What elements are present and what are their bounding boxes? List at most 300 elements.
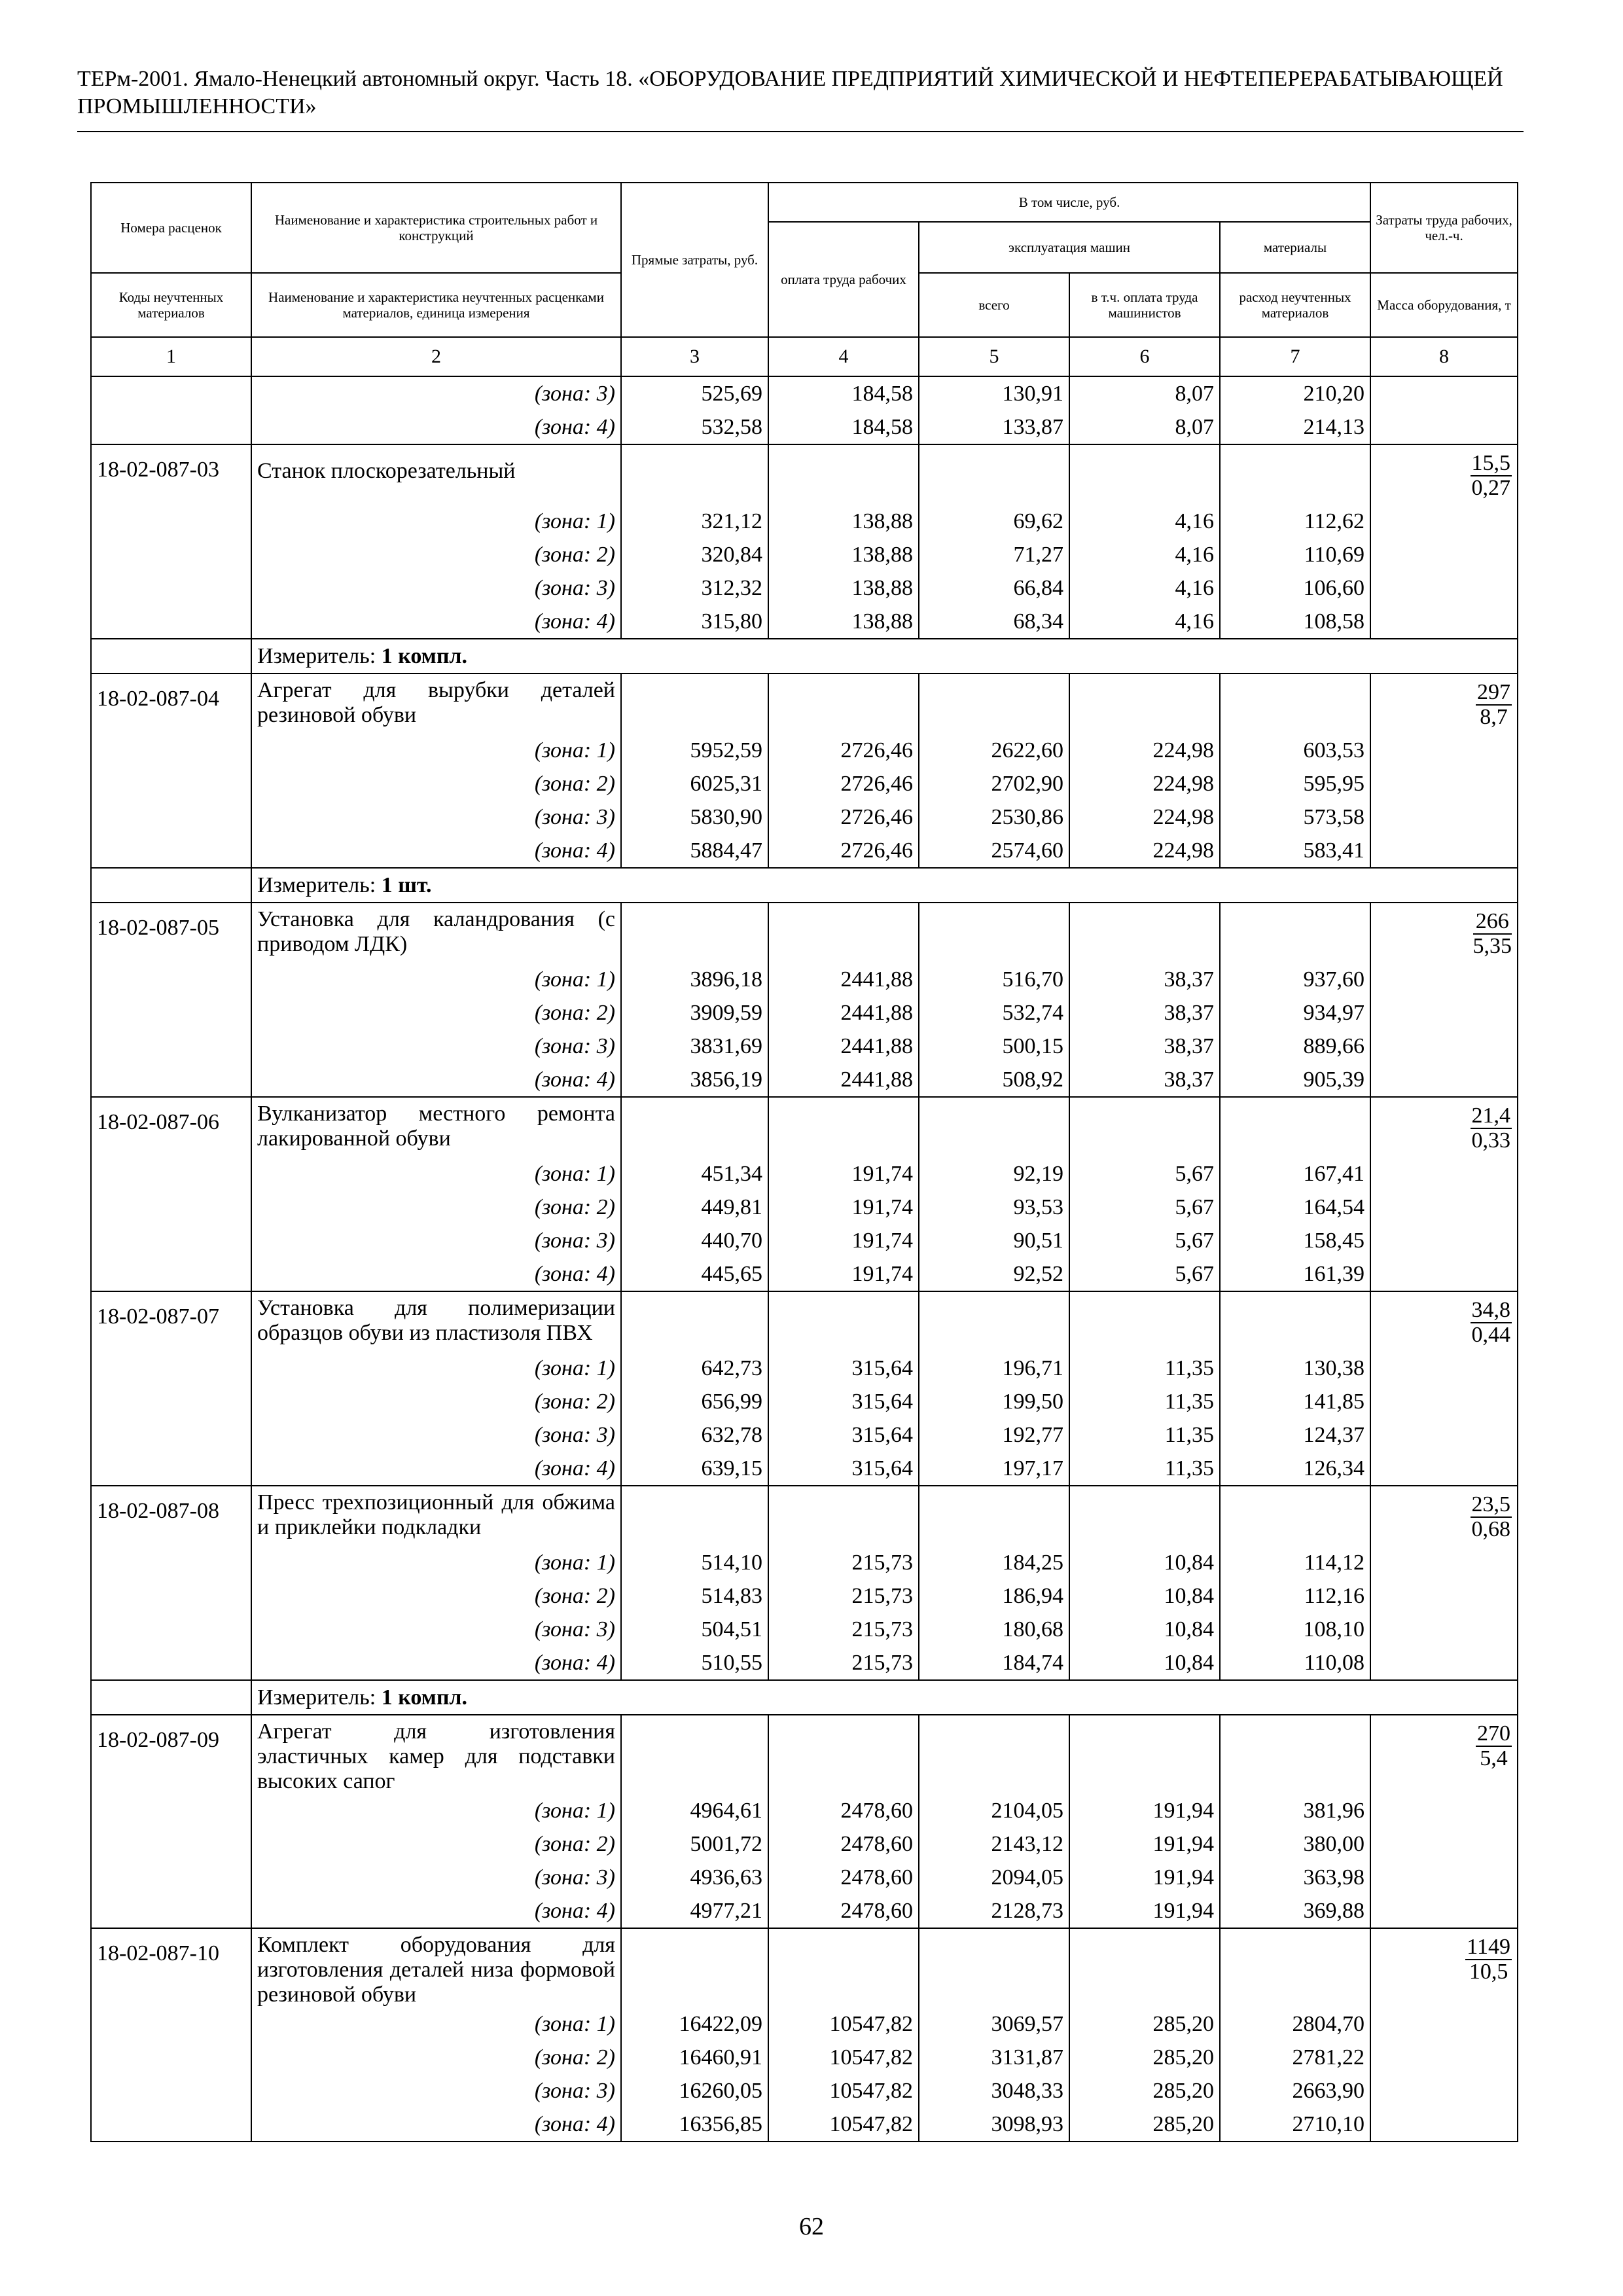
labor-cell-empty: [1370, 2007, 1518, 2041]
zone-row: [91, 2108, 1518, 2142]
zone-label: (зона: 4): [251, 410, 621, 444]
value-cell-empty: [768, 1291, 919, 1352]
labor-mass-fraction: [1370, 1486, 1518, 1546]
labor-hours-value: 15,5: [1471, 451, 1511, 475]
code-cell-empty: [91, 1680, 251, 1715]
machines-total-value: 508,92: [919, 1063, 1069, 1097]
machines-total-value: 2530,86: [919, 800, 1069, 834]
materials-value: 110,69: [1220, 538, 1370, 571]
machines-total-value: 196,71: [919, 1352, 1069, 1385]
rates-table: [90, 182, 1518, 2142]
value-cell-empty: [621, 1291, 768, 1352]
direct-costs-value: 525,69: [621, 376, 768, 410]
value-cell-empty: [1069, 903, 1220, 963]
equipment-mass-value: 5,4: [1480, 1746, 1508, 1770]
worker-pay-value: 2478,60: [768, 1861, 919, 1894]
worker-pay-value: 138,88: [768, 605, 919, 639]
operator-pay-value: 191,94: [1069, 1894, 1220, 1928]
value-cell-empty: [1220, 1928, 1370, 2007]
meter-label: Измеритель:: [257, 873, 376, 897]
zone-row: [91, 1224, 1518, 1257]
zone-label: (зона: 3): [251, 1418, 621, 1452]
labor-cell-empty: [1370, 996, 1518, 1030]
worker-pay-value: 191,74: [768, 1157, 919, 1191]
zone-row: [91, 505, 1518, 538]
zone-row: [91, 1613, 1518, 1646]
machines-total-value: 2128,73: [919, 1894, 1069, 1928]
header-machine-operation: эксплуатация машин: [919, 222, 1220, 273]
value-cell-empty: [768, 1486, 919, 1546]
rate-item-row: [91, 1928, 1518, 2007]
value-cell-empty: [919, 1097, 1069, 1157]
labor-mass-fraction: [1370, 1291, 1518, 1352]
labor-mass-fraction: [1370, 673, 1518, 734]
column-number: 2: [251, 337, 621, 376]
materials-value: 583,41: [1220, 834, 1370, 868]
operator-pay-value: 8,07: [1069, 410, 1220, 444]
direct-costs-value: 16460,91: [621, 2041, 768, 2074]
machines-total-value: 3069,57: [919, 2007, 1069, 2041]
code-cell-empty: [91, 996, 251, 1030]
worker-pay-value: 2726,46: [768, 800, 919, 834]
code-cell-empty: [91, 1157, 251, 1191]
code-cell-empty: [91, 868, 251, 903]
zone-label: (зона: 3): [251, 376, 621, 410]
zone-row: [91, 834, 1518, 868]
rate-name: Агрегат для изготовления эластичных камер для подставки высоких сапог: [251, 1715, 621, 1794]
labor-cell-empty: [1370, 605, 1518, 639]
machines-total-value: 197,17: [919, 1452, 1069, 1486]
value-cell-empty: [768, 1715, 919, 1794]
machines-total-value: 180,68: [919, 1613, 1069, 1646]
labor-cell-empty: [1370, 2108, 1518, 2142]
value-cell-empty: [919, 1715, 1069, 1794]
column-number: 4: [768, 337, 919, 376]
direct-costs-value: 5001,72: [621, 1827, 768, 1861]
machines-total-value: 68,34: [919, 605, 1069, 639]
zone-label: (зона: 4): [251, 1063, 621, 1097]
header-material-names: Наименование и характеристика неучтенных расценками материалов, единица измерения: [251, 273, 621, 337]
operator-pay-value: 285,20: [1069, 2108, 1220, 2142]
labor-hours-value: 23,5: [1471, 1492, 1511, 1516]
materials-value: 889,66: [1220, 1030, 1370, 1063]
page-number: 62: [799, 2213, 824, 2240]
header-material-usage: расход неучтенных материалов: [1220, 273, 1370, 337]
zone-label: (зона: 1): [251, 1794, 621, 1827]
code-cell-empty: [91, 1063, 251, 1097]
code-cell-empty: [91, 1861, 251, 1894]
meter-cell: [251, 639, 1518, 673]
equipment-mass-value: 0,44: [1471, 1323, 1511, 1347]
machines-total-value: 90,51: [919, 1224, 1069, 1257]
materials-value: 2804,70: [1220, 2007, 1370, 2041]
labor-cell-empty: [1370, 1352, 1518, 1385]
labor-cell-empty: [1370, 1257, 1518, 1291]
worker-pay-value: 184,58: [768, 410, 919, 444]
materials-value: 112,62: [1220, 505, 1370, 538]
equipment-mass-value: 0,68: [1471, 1517, 1511, 1541]
meter-label: Измеритель:: [257, 1685, 376, 1710]
worker-pay-value: 215,73: [768, 1646, 919, 1680]
labor-hours-value: 21,4: [1471, 1103, 1511, 1128]
operator-pay-value: 285,20: [1069, 2074, 1220, 2108]
direct-costs-value: 445,65: [621, 1257, 768, 1291]
zone-label: (зона: 2): [251, 1191, 621, 1224]
value-cell-empty: [768, 903, 919, 963]
machines-total-value: 500,15: [919, 1030, 1069, 1063]
labor-cell-empty: [1370, 1385, 1518, 1418]
materials-value: 905,39: [1220, 1063, 1370, 1097]
worker-pay-value: 10547,82: [768, 2007, 919, 2041]
zone-label: (зона: 2): [251, 996, 621, 1030]
code-cell-empty: [91, 734, 251, 767]
operator-pay-value: 11,35: [1069, 1452, 1220, 1486]
operator-pay-value: 11,35: [1069, 1418, 1220, 1452]
column-number: 5: [919, 337, 1069, 376]
zone-label: (зона: 2): [251, 1579, 621, 1613]
materials-value: 210,20: [1220, 376, 1370, 410]
zone-row: [91, 800, 1518, 834]
rate-code: 18-02-087-08: [91, 1486, 251, 1546]
worker-pay-value: 215,73: [768, 1613, 919, 1646]
rate-item-row: [91, 1291, 1518, 1352]
machines-total-value: 2094,05: [919, 1861, 1069, 1894]
zone-label: (зона: 4): [251, 1452, 621, 1486]
rate-name: Агрегат для вырубки деталей резиновой обуви: [251, 673, 621, 734]
equipment-mass-value: 10,5: [1469, 1960, 1508, 1984]
materials-value: 2781,22: [1220, 2041, 1370, 2074]
meter-label: Измеритель:: [257, 644, 376, 668]
value-cell-empty: [1069, 1486, 1220, 1546]
zone-label: (зона: 1): [251, 963, 621, 996]
worker-pay-value: 191,74: [768, 1257, 919, 1291]
labor-cell-empty: [1370, 1794, 1518, 1827]
materials-value: 126,34: [1220, 1452, 1370, 1486]
equipment-mass-value: 0,33: [1471, 1128, 1511, 1153]
page-header: ТЕРм-2001. Ямало-Ненецкий автономный округ. Часть 18. «ОБОРУДОВАНИЕ ПРЕДПРИЯТИЙ ХИМИЧЕСКОЙ И НЕФТЕПЕРЕРАБАТЫВАЮЩЕЙ ПРОМЫШЛЕННОСТИ»: [77, 67, 1503, 118]
operator-pay-value: 5,67: [1069, 1224, 1220, 1257]
labor-cell-empty: [1370, 1030, 1518, 1063]
operator-pay-value: 285,20: [1069, 2007, 1220, 2041]
rate-item-row: [91, 1715, 1518, 1794]
meter-row: [91, 868, 1518, 903]
labor-hours-value: 266: [1473, 910, 1512, 935]
code-cell-empty: [91, 1418, 251, 1452]
code-cell-empty: [91, 1579, 251, 1613]
rate-item-row: [91, 673, 1518, 734]
code-cell-empty: [91, 1794, 251, 1827]
value-cell-empty: [1220, 1097, 1370, 1157]
materials-value: 369,88: [1220, 1894, 1370, 1928]
code-cell-empty: [91, 639, 251, 673]
value-cell-empty: [1220, 903, 1370, 963]
labor-cell-empty: [1370, 1646, 1518, 1680]
rate-item-row: [91, 1097, 1518, 1157]
labor-mass-fraction: [1370, 903, 1518, 963]
rate-code: 18-02-087-03: [91, 444, 251, 505]
zone-label: (зона: 3): [251, 1861, 621, 1894]
zone-label: (зона: 3): [251, 571, 621, 605]
value-cell-empty: [621, 1486, 768, 1546]
labor-cell-empty: [1370, 1418, 1518, 1452]
code-cell-empty: [91, 538, 251, 571]
machines-total-value: 3131,87: [919, 2041, 1069, 2074]
code-cell-empty: [91, 410, 251, 444]
worker-pay-value: 184,58: [768, 376, 919, 410]
materials-value: 114,12: [1220, 1546, 1370, 1579]
zone-row: [91, 1063, 1518, 1097]
value-cell-empty: [1220, 444, 1370, 505]
worker-pay-value: 138,88: [768, 571, 919, 605]
table-body: [91, 376, 1518, 2142]
materials-value: 130,38: [1220, 1352, 1370, 1385]
header-materials: материалы: [1220, 222, 1370, 273]
value-cell-empty: [1069, 1291, 1220, 1352]
materials-value: 112,16: [1220, 1579, 1370, 1613]
worker-pay-value: 2441,88: [768, 1030, 919, 1063]
operator-pay-value: 38,37: [1069, 996, 1220, 1030]
value-cell-empty: [621, 444, 768, 505]
operator-pay-value: 4,16: [1069, 605, 1220, 639]
code-cell-empty: [91, 605, 251, 639]
labor-cell-empty: [1370, 2041, 1518, 2074]
materials-value: 141,85: [1220, 1385, 1370, 1418]
labor-cell-empty: [1370, 963, 1518, 996]
direct-costs-value: 639,15: [621, 1452, 768, 1486]
zone-label: (зона: 3): [251, 1613, 621, 1646]
zone-row: [91, 767, 1518, 800]
zone-row: [91, 734, 1518, 767]
value-cell-empty: [1069, 673, 1220, 734]
materials-value: 124,37: [1220, 1418, 1370, 1452]
labor-cell-empty: [1370, 571, 1518, 605]
labor-cell-empty: [1370, 734, 1518, 767]
machines-total-value: 92,52: [919, 1257, 1069, 1291]
value-cell-empty: [1220, 1486, 1370, 1546]
zone-label: (зона: 3): [251, 1030, 621, 1063]
zone-row: [91, 1546, 1518, 1579]
value-cell-empty: [768, 1928, 919, 2007]
zone-row: [91, 538, 1518, 571]
header-worker-pay: оплата труда рабочих: [768, 222, 919, 337]
code-cell-empty: [91, 1224, 251, 1257]
value-cell-empty: [1220, 1291, 1370, 1352]
meter-unit: 1 шт.: [381, 873, 432, 897]
direct-costs-value: 320,84: [621, 538, 768, 571]
direct-costs-value: 510,55: [621, 1646, 768, 1680]
value-cell-empty: [919, 1928, 1069, 2007]
labor-cell-empty: [1370, 1063, 1518, 1097]
value-cell-empty: [919, 1291, 1069, 1352]
header-rule: [77, 131, 1524, 132]
column-number: 3: [621, 337, 768, 376]
direct-costs-value: 514,10: [621, 1546, 768, 1579]
direct-costs-value: 16260,05: [621, 2074, 768, 2108]
machines-total-value: 186,94: [919, 1579, 1069, 1613]
value-cell-empty: [1069, 444, 1220, 505]
zone-row: [91, 2007, 1518, 2041]
labor-hours-value: 1149: [1467, 1935, 1511, 1959]
zone-row: [91, 605, 1518, 639]
worker-pay-value: 138,88: [768, 505, 919, 538]
zone-label: (зона: 1): [251, 1157, 621, 1191]
materials-value: 934,97: [1220, 996, 1370, 1030]
direct-costs-value: 3831,69: [621, 1030, 768, 1063]
zone-row: [91, 1418, 1518, 1452]
code-cell-empty: [91, 1257, 251, 1291]
labor-cell-empty: [1370, 1546, 1518, 1579]
machines-total-value: 199,50: [919, 1385, 1069, 1418]
code-cell-empty: [91, 2041, 251, 2074]
column-number: 7: [1220, 337, 1370, 376]
machines-total-value: 184,74: [919, 1646, 1069, 1680]
labor-cell-empty: [1370, 1894, 1518, 1928]
code-cell-empty: [91, 800, 251, 834]
operator-pay-value: 5,67: [1069, 1157, 1220, 1191]
machines-total-value: 2702,90: [919, 767, 1069, 800]
worker-pay-value: 315,64: [768, 1418, 919, 1452]
code-cell-empty: [91, 505, 251, 538]
equipment-mass-value: 5,35: [1472, 934, 1512, 958]
zone-label: (зона: 4): [251, 1894, 621, 1928]
zone-label: (зона: 2): [251, 767, 621, 800]
header-material-codes: Коды неучтенных материалов: [91, 273, 251, 337]
column-number: 1: [91, 337, 251, 376]
materials-value: 603,53: [1220, 734, 1370, 767]
zone-row: [91, 1030, 1518, 1063]
zone-row: [91, 1352, 1518, 1385]
zone-row: [91, 376, 1518, 410]
direct-costs-value: 532,58: [621, 410, 768, 444]
rate-code: 18-02-087-07: [91, 1291, 251, 1352]
worker-pay-value: 10547,82: [768, 2041, 919, 2074]
machines-total-value: 92,19: [919, 1157, 1069, 1191]
machines-total-value: 532,74: [919, 996, 1069, 1030]
code-cell-empty: [91, 1452, 251, 1486]
column-number: 8: [1370, 337, 1518, 376]
worker-pay-value: 191,74: [768, 1224, 919, 1257]
worker-pay-value: 315,64: [768, 1385, 919, 1418]
direct-costs-value: 4977,21: [621, 1894, 768, 1928]
rate-item-row: [91, 903, 1518, 963]
worker-pay-value: 2478,60: [768, 1827, 919, 1861]
zone-label: (зона: 2): [251, 538, 621, 571]
operator-pay-value: 11,35: [1069, 1352, 1220, 1385]
zone-label: (зона: 1): [251, 734, 621, 767]
code-cell-empty: [91, 1546, 251, 1579]
operator-pay-value: 10,84: [1069, 1546, 1220, 1579]
labor-cell-empty: [1370, 1827, 1518, 1861]
zone-row: [91, 1894, 1518, 1928]
value-cell-empty: [1069, 1715, 1220, 1794]
code-cell-empty: [91, 1613, 251, 1646]
machines-total-value: 516,70: [919, 963, 1069, 996]
direct-costs-value: 4936,63: [621, 1861, 768, 1894]
value-cell-empty: [621, 1928, 768, 2007]
labor-cell-empty: [1370, 505, 1518, 538]
machines-total-value: 2574,60: [919, 834, 1069, 868]
labor-mass-fraction: [1370, 1928, 1518, 2007]
direct-costs-value: 6025,31: [621, 767, 768, 800]
code-cell-empty: [91, 767, 251, 800]
materials-value: 106,60: [1220, 571, 1370, 605]
rate-name: Станок плоскорезательный: [251, 444, 621, 505]
equipment-mass-value: 0,27: [1471, 476, 1511, 500]
zone-row: [91, 2041, 1518, 2074]
value-cell-empty: [621, 673, 768, 734]
labor-cell-empty: [1370, 1224, 1518, 1257]
operator-pay-value: 5,67: [1069, 1257, 1220, 1291]
labor-cell-empty: [1370, 767, 1518, 800]
machines-total-value: 71,27: [919, 538, 1069, 571]
machines-total-value: 3098,93: [919, 2108, 1069, 2142]
code-cell-empty: [91, 1030, 251, 1063]
worker-pay-value: 2726,46: [768, 834, 919, 868]
zone-label: (зона: 3): [251, 2074, 621, 2108]
labor-cell-empty: [1370, 1613, 1518, 1646]
zone-row: [91, 1646, 1518, 1680]
worker-pay-value: 2441,88: [768, 963, 919, 996]
zone-label: (зона: 1): [251, 2007, 621, 2041]
labor-mass-fraction: [1370, 1715, 1518, 1794]
code-cell-empty: [91, 1827, 251, 1861]
operator-pay-value: 191,94: [1069, 1794, 1220, 1827]
labor-cell-empty: [1370, 2074, 1518, 2108]
operator-pay-value: 4,16: [1069, 571, 1220, 605]
materials-value: 2710,10: [1220, 2108, 1370, 2142]
worker-pay-value: 315,64: [768, 1352, 919, 1385]
direct-costs-value: 514,83: [621, 1579, 768, 1613]
operator-pay-value: 191,94: [1069, 1827, 1220, 1861]
labor-cell-empty: [1370, 410, 1518, 444]
labor-cell-empty: [1370, 1191, 1518, 1224]
direct-costs-value: 16356,85: [621, 2108, 768, 2142]
code-cell-empty: [91, 2074, 251, 2108]
fraction: [1476, 1715, 1512, 1770]
zone-label: (зона: 1): [251, 1352, 621, 1385]
fraction: [1471, 1486, 1512, 1541]
worker-pay-value: 2726,46: [768, 734, 919, 767]
rate-code: 18-02-087-05: [91, 903, 251, 963]
code-cell-empty: [91, 1191, 251, 1224]
machines-total-value: 2104,05: [919, 1794, 1069, 1827]
rate-code: 18-02-087-04: [91, 673, 251, 734]
header-machines-total: всего: [919, 273, 1069, 337]
operator-pay-value: 4,16: [1069, 505, 1220, 538]
value-cell-empty: [919, 903, 1069, 963]
value-cell-empty: [919, 1486, 1069, 1546]
labor-cell-empty: [1370, 1861, 1518, 1894]
direct-costs-value: 321,12: [621, 505, 768, 538]
rate-code: 18-02-087-10: [91, 1928, 251, 2007]
direct-costs-value: 451,34: [621, 1157, 768, 1191]
rate-name: Комплект оборудования для изготовления деталей низа формовой резиновой обуви: [251, 1928, 621, 2007]
labor-hours-value: 270: [1477, 1721, 1511, 1746]
header-direct-costs: Прямые затраты, руб.: [621, 183, 768, 337]
labor-cell-empty: [1370, 376, 1518, 410]
rate-name: Пресс трехпозиционный для обжима и приклейки подкладки: [251, 1486, 621, 1546]
materials-value: 108,10: [1220, 1613, 1370, 1646]
zone-row: [91, 571, 1518, 605]
materials-value: 2663,90: [1220, 2074, 1370, 2108]
materials-value: 167,41: [1220, 1157, 1370, 1191]
zone-row: [91, 1157, 1518, 1191]
direct-costs-value: 3856,19: [621, 1063, 768, 1097]
value-cell-empty: [768, 444, 919, 505]
value-cell-empty: [1220, 1715, 1370, 1794]
direct-costs-value: 16422,09: [621, 2007, 768, 2041]
machines-total-value: 130,91: [919, 376, 1069, 410]
